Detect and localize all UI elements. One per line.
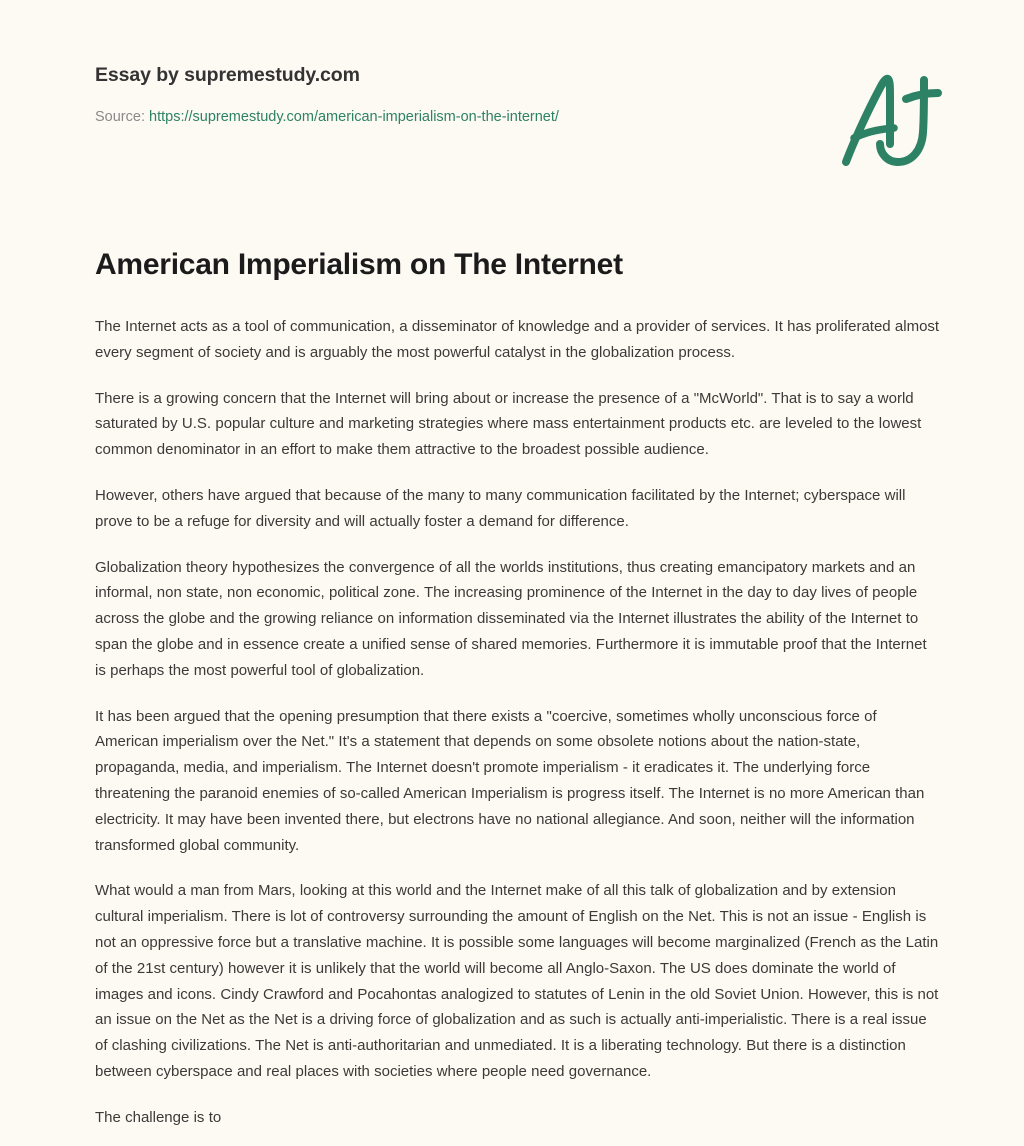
essay-body [95,314,940,1131]
a-plus-logo[interactable] [832,66,952,176]
paragraph: What would a man from Mars, looking at this world and the Internet make of all this talk of globalization and by extension cultural imperialism. There is lot of controversy surrounding the amount of English on the Net. This is not an issue - English is not an oppressive force but a translative machine. It is possible some languages will become marginalized (French as the Latin of the 21st century) however it is unlikely that the world will become all Anglo-Saxon. The US does dominate the world of images and icons. Cindy Crawford and Pocahontas analogized to statutes of Lenin in the old Soviet Union. However, this is not an issue on the Net as the Net is a driving force of globalization and as such is actually anti-imperialistic. There is a real issue of clashing civilizations. The Net is anti-authoritarian and unmediated. It is a liberating technology. But there is a distinction between cyberspace and real places with societies where people need governance. [95,882,939,1080]
paragraph: Globalization theory hypothesizes the convergence of all the worlds institutions, thus creating emancipatory markets and an informal, non state, non economic, political zone. The increasing prominence of the Internet in the day to day lives of people across the globe and the growing reliance on information disseminated via the Internet illustrates the ability of the Internet to span the globe and in essence create a unified sense of shared memories. Furthermore it is immutable proof that the Internet is perhaps the most powerful tool of globalization. [95,558,927,679]
paragraph: The Internet acts as a tool of communication, a disseminator of knowledge and a provider of services. It has proliferated almost every segment of society and is arguably the most powerful catalyst in the globalization process. [95,318,940,361]
a-plus-logo-icon [832,66,952,176]
paragraph: However, others have argued that because of the many to many communication facilitated by the Internet; cyberspace will prove to be a refuge for diversity and will actually foster a demand for difference. [95,486,906,530]
page-header [95,62,955,127]
brand-byline: Essay by supremestudy.com [95,64,360,86]
paragraph: The challenge is to [95,1108,222,1126]
page-title: American Imperialism on The Internet [95,248,623,281]
paragraph: It has been argued that the opening presumption that there exists a "coercive, sometimes wholly unconscious force of American imperialism over the Net." It's a statement that depends on some obsolete notions about the nation-state, propaganda, media, and imperialism. The Internet doesn't promote imperialism - it eradicates it. The underlying force threatening the paranoid enemies of so-called American Imperialism is progress itself. The Internet is no more American than electricity. It may have been invented there, but electrons have no national allegiance. And soon, neither will the information transformed global community. [95,707,925,854]
source-label: Source: [95,109,145,125]
source-url-link[interactable]: https://supremestudy.com/american-imperialism-on-the-internet/ [149,109,559,125]
paragraph: There is a growing concern that the Internet will bring about or increase the presence of a "McWorld". That is to say a world saturated by U.S. popular culture and marketing strategies where mass entertainment products etc. are leveled to the lowest common denominator in an effort to make them attractive to the broadest possible audience. [95,389,922,459]
source-line [95,107,955,127]
